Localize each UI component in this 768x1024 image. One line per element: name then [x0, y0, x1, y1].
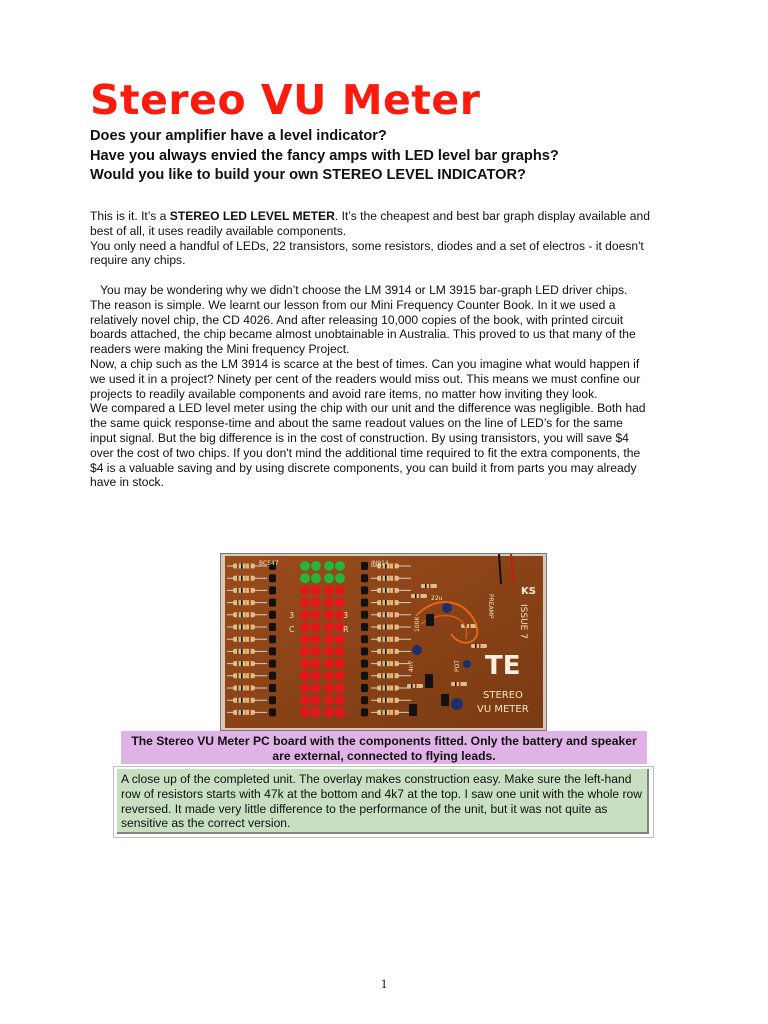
resistor [233, 661, 255, 666]
led [311, 585, 321, 595]
intro-lead: This is it. It’s a [90, 209, 170, 223]
transistor [361, 708, 368, 716]
led [335, 598, 345, 608]
led [311, 671, 321, 681]
label-col-r: R [343, 625, 349, 634]
transistor [269, 696, 276, 704]
led [311, 683, 321, 693]
transistor [269, 586, 276, 594]
resistor [233, 612, 255, 617]
led [324, 610, 334, 620]
led [300, 622, 310, 632]
resistor [377, 686, 399, 691]
label-bc547: BC547 [259, 560, 279, 567]
transistor [361, 635, 368, 643]
question-1: Does your amplifier have a level indicator? [90, 128, 387, 144]
led [324, 707, 334, 717]
led [311, 610, 321, 620]
resistor [377, 649, 399, 654]
led [335, 646, 345, 656]
resistor [377, 637, 399, 642]
intro-paragraph [90, 209, 650, 239]
label-col-c: C [289, 625, 295, 634]
resistor [377, 661, 399, 666]
page-title: Stereo VU Meter [90, 76, 481, 124]
led [335, 707, 345, 717]
resistor [233, 649, 255, 654]
transistor [361, 660, 368, 668]
question-2: Have you always envied the fancy amps with LED level bar graphs? [90, 147, 559, 164]
led [300, 707, 310, 717]
led [324, 683, 334, 693]
question-3: Would you like to build your own STEREO LEVEL INDICATOR? [90, 167, 526, 183]
led [300, 671, 310, 681]
transistor [269, 708, 276, 716]
intro-rest: . It’s the cheapest and best bar graph display available and best of all, it uses readily available components. [90, 209, 650, 238]
transistor [269, 660, 276, 668]
led [300, 695, 310, 705]
transistor [269, 684, 276, 692]
led [300, 659, 310, 669]
led [311, 622, 321, 632]
led [335, 683, 345, 693]
resistor [377, 600, 399, 605]
label-te: TE [485, 651, 521, 681]
led [324, 573, 334, 583]
led [300, 646, 310, 656]
transistor [361, 599, 368, 607]
transistor [269, 611, 276, 619]
led [324, 695, 334, 705]
label-ks: KS [521, 586, 536, 597]
led [335, 561, 345, 571]
resistor [377, 710, 399, 715]
label-num-3-left: 3 [289, 611, 295, 620]
resistor [377, 588, 399, 593]
resistor [233, 686, 255, 691]
led [311, 659, 321, 669]
label-stereo: STEREO [483, 690, 523, 701]
label-100k: 100K [414, 616, 421, 632]
led [324, 598, 334, 608]
led [300, 683, 310, 693]
label-in914: IN914 [371, 560, 389, 567]
transistor [361, 574, 368, 582]
led [324, 671, 334, 681]
resistor [377, 625, 399, 630]
transistor [269, 647, 276, 655]
article-body [90, 209, 650, 490]
note-box: A close up of the completed unit. The overlay makes construction easy. Make sure the left-hand row of resistors starts with 47k at the bottom and 4k7 at the top. I saw one unit with the whole row reversed. It made very little difference to the performance of the unit, but it was not quite as sensitive as the correct version. [117, 769, 649, 834]
led [311, 695, 321, 705]
transistor [361, 562, 368, 570]
transistor [269, 635, 276, 643]
led [324, 659, 334, 669]
resistor [377, 698, 399, 703]
led [300, 598, 310, 608]
resistor [233, 698, 255, 703]
transistor [361, 672, 368, 680]
led [335, 585, 345, 595]
led [335, 671, 345, 681]
led [300, 585, 310, 595]
resistor [233, 576, 255, 581]
paragraph-2: Now, a chip such as the LM 3914 is scarce at the best of times. Can you imagine what would happen if we used it in a project? Ninety per cent of the readers would miss out. This means we must confine our projects to readily available components and avoid rare items, no matter how inviting they look. [90, 356, 641, 401]
transistor [361, 696, 368, 704]
led [311, 646, 321, 656]
transistor [361, 586, 368, 594]
transistor [269, 574, 276, 582]
pcb-photo [220, 553, 547, 731]
led [335, 573, 345, 583]
resistor [377, 673, 399, 678]
resistor [233, 625, 255, 630]
transistor [361, 611, 368, 619]
intro-bold: STEREO LED LEVEL METER [169, 209, 335, 223]
label-vu-meter: VU METER [477, 704, 529, 715]
intro-questions [90, 127, 730, 186]
led [300, 573, 310, 583]
led [300, 561, 310, 571]
led [311, 573, 321, 583]
paragraph-1: You may be wondering why we didn’t choose the LM 3914 or LM 3915 bar-graph LED driver chips. The reason is simple. We learnt our lesson from our Mini Frequency Counter Book. In it we used a relatively novel chip, the CD 4026. And after releasing 10,000 copies of the book, with printed circuit boards attached, the chip became almost unobtainable in Australia. This proved to us that many of the readers were making the Mini frequency Project. [90, 282, 640, 357]
resistor [233, 673, 255, 678]
led [311, 561, 321, 571]
led [311, 598, 321, 608]
label-num-3-right: 3 [343, 611, 349, 620]
transistor [361, 684, 368, 692]
led [311, 707, 321, 717]
resistor [377, 612, 399, 617]
label-4n7: 4n7 [408, 660, 415, 672]
led [300, 634, 310, 644]
photo-caption: The Stereo VU Meter PC board with the components fitted. Only the battery and speaker are external, connected to flying leads. [121, 731, 647, 764]
transistor [269, 599, 276, 607]
paragraph-3: We compared a LED level meter using the chip with our unit and the difference was negligible. Both had the same quick response-time and about the same readout values on the line of LED’s for the same input signal. But the big difference is in the cost of construction. By using transistors, you will save $4 over the cost of two chips. If you don't mind the additional time required to fit the extra components, the $4 is a valuable saving and by using discrete components, you can build it from parts you may already have in stock. [90, 401, 646, 490]
label-preamp: PREAMP [487, 594, 494, 619]
resistor [233, 637, 255, 642]
label-pot: POT [454, 659, 461, 672]
led [311, 634, 321, 644]
led [335, 659, 345, 669]
resistor [233, 710, 255, 715]
label-issue: ISSUE 7 [518, 604, 528, 639]
pcb-illustration [221, 554, 546, 730]
transistor [361, 623, 368, 631]
page-number: 1 [380, 976, 388, 991]
intro-line-2: You only need a handful of LEDs, 22 transistors, some resistors, diodes and a set of electros - it doesn't require any chips. [90, 238, 644, 268]
led [324, 585, 334, 595]
transistor [269, 672, 276, 680]
resistor [233, 564, 255, 569]
led [324, 561, 334, 571]
led [335, 634, 345, 644]
transistor [269, 623, 276, 631]
resistor [377, 576, 399, 581]
label-22u: 22u [431, 595, 443, 602]
transistor [361, 647, 368, 655]
led [324, 634, 334, 644]
led [300, 610, 310, 620]
resistor [233, 588, 255, 593]
resistor [233, 600, 255, 605]
led [324, 646, 334, 656]
led [335, 695, 345, 705]
led [324, 622, 334, 632]
